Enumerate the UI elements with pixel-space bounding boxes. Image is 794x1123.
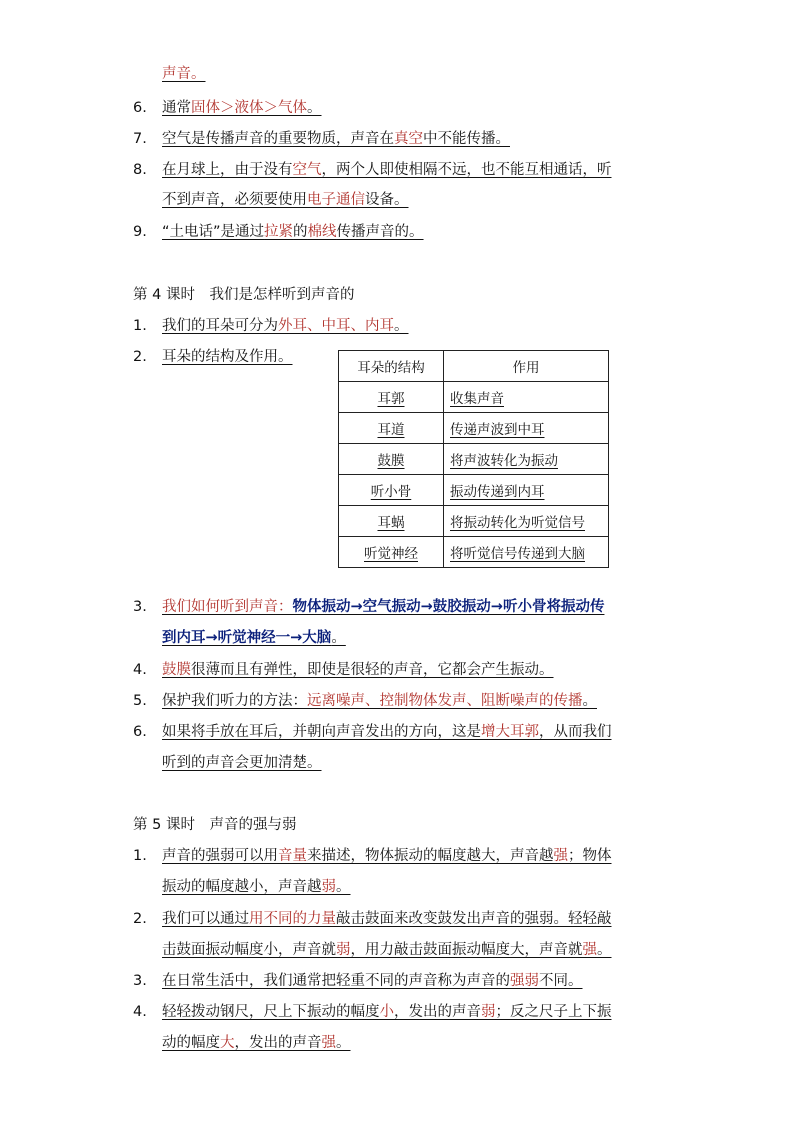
item-text: 我们的耳朵可分为 xyxy=(162,318,278,334)
list-item-continued xyxy=(162,940,612,960)
item-text: 。 xyxy=(336,1035,351,1051)
lesson-4-heading: 第 4 课时 我们是怎样听到声音的 xyxy=(133,287,355,303)
list-item xyxy=(162,722,612,742)
item-number: 6. xyxy=(133,724,147,740)
item-text: ，两个人即使相隔不远，也不能互相通话，听 xyxy=(321,162,612,178)
item-text: 。 xyxy=(597,942,612,958)
table-cell xyxy=(339,475,444,506)
item-text: 在日常生活中，我们通常把轻重不同的声音称为声音的 xyxy=(162,973,510,989)
item-text: 听到的声音会更加清楚。 xyxy=(162,755,322,771)
item-text: ，发出的声音 xyxy=(234,1035,322,1051)
answer-text: 外耳、中耳、内耳 xyxy=(278,318,394,334)
item-text: 不到声音，必须要使用 xyxy=(162,192,307,208)
cell-text: 将听觉信号传递到大脑 xyxy=(450,546,585,562)
table-cell xyxy=(339,444,444,475)
table-header-row xyxy=(339,351,609,382)
item-text: 保护我们听力的方法： xyxy=(162,693,307,709)
cell-text: 耳道 xyxy=(377,422,405,438)
item-text: 。 xyxy=(394,318,409,334)
list-item xyxy=(162,129,510,149)
answer-text: 音量 xyxy=(278,848,307,864)
list-item xyxy=(162,1002,612,1022)
item-number: 8. xyxy=(133,162,147,178)
cell-text: 鼓膜 xyxy=(377,453,405,469)
answer-text: 弱 xyxy=(321,879,336,895)
cell-text: 听小骨 xyxy=(370,484,412,500)
item-text: 。 xyxy=(336,879,351,895)
item-text: 不同。 xyxy=(539,973,583,989)
table-row xyxy=(339,444,609,475)
answer-text: 增大耳郭 xyxy=(481,724,539,740)
table-cell xyxy=(444,382,609,413)
item-text: 我们可以通过 xyxy=(162,911,249,927)
list-item xyxy=(162,316,409,336)
item-text: ，从而我们 xyxy=(539,724,612,740)
table-cell xyxy=(444,475,609,506)
lesson-5-heading: 第 5 课时 声音的强与弱 xyxy=(133,817,297,833)
answer-text: 真空 xyxy=(394,131,423,147)
item-text: 耳朵的结构及作用。 xyxy=(162,349,293,365)
answer-text: 大 xyxy=(220,1035,235,1051)
list-item xyxy=(162,222,424,242)
item-text: ；物体 xyxy=(568,848,612,864)
item-text: 传播声音的。 xyxy=(336,224,424,240)
list-item xyxy=(162,971,583,991)
item-text: 来描述，物体振动的幅度越大，声音越 xyxy=(307,848,554,864)
item-number: 9. xyxy=(133,224,147,240)
answer-text: 强 xyxy=(582,942,597,958)
item-number: 7. xyxy=(133,131,147,147)
answer-text: 用不同的力量 xyxy=(249,911,336,927)
table-cell xyxy=(339,413,444,444)
cell-text: 振动传递到内耳 xyxy=(450,484,545,500)
list-item xyxy=(162,846,612,866)
item-text: 我们如何听到声音： xyxy=(162,599,293,615)
table-cell xyxy=(444,506,609,537)
cell-text: 耳郭 xyxy=(377,391,405,407)
answer-text: 物体振动→空气振动→鼓胶振动→听小骨将振动传 xyxy=(292,599,605,615)
table-row xyxy=(339,382,609,413)
item-text: 。 xyxy=(307,100,322,116)
list-item-continued xyxy=(162,190,409,210)
answer-text: 强 xyxy=(553,848,568,864)
item-number: 1. xyxy=(133,848,147,864)
table-row xyxy=(339,475,609,506)
ear-structure-table xyxy=(338,350,609,568)
table-cell xyxy=(339,506,444,537)
table-header: 作用 xyxy=(444,351,609,382)
item-number: 5. xyxy=(133,693,147,709)
item-text: 空气是传播声音的重要物质，声音在 xyxy=(162,131,394,147)
item-text: 动的幅度 xyxy=(162,1035,220,1051)
item-number: 4. xyxy=(133,662,147,678)
item-text: 击鼓面振动幅度小，声音就 xyxy=(162,942,336,958)
item-number: 2. xyxy=(133,349,147,365)
table-cell xyxy=(444,413,609,444)
list-item-continued xyxy=(162,628,346,648)
item-text: 振动的幅度越小，声音越 xyxy=(162,879,322,895)
item-text: 。 xyxy=(582,693,597,709)
answer-text: 鼓膜 xyxy=(162,662,191,678)
item-text: ；反之尺子上下振 xyxy=(495,1004,612,1020)
answer-text: 远离噪声、控制物体发声、阻断噪声的传播 xyxy=(307,693,583,709)
item-text: 中不能传播。 xyxy=(423,131,510,147)
item-number: 3. xyxy=(133,973,147,989)
cell-text: 听觉神经 xyxy=(364,546,418,562)
cell-text: 将振动转化为听觉信号 xyxy=(450,515,585,531)
item-text: 如果将手放在耳后，并朝向声音发出的方向，这是 xyxy=(162,724,481,740)
answer-text: 强弱 xyxy=(510,973,539,989)
cell-text: 传递声波到中耳 xyxy=(450,422,545,438)
item-text: “土电话”是通过 xyxy=(162,224,265,240)
answer-text: 空气 xyxy=(292,162,322,178)
item-text: 在月球上，由于没有 xyxy=(162,162,293,178)
cell-text: 耳蜗 xyxy=(377,515,405,531)
list-item xyxy=(162,660,554,680)
item-text: 敲击鼓面来改变鼓发出声音的强弱。轻轻敲 xyxy=(336,911,612,927)
answer-text: 到内耳→听觉神经一→大脑 xyxy=(162,630,332,646)
answer-text: 强 xyxy=(321,1035,336,1051)
item-text: 。 xyxy=(331,630,346,646)
table-cell xyxy=(339,382,444,413)
item-number: 6. xyxy=(133,100,147,116)
table-cell xyxy=(339,537,444,568)
table-cell xyxy=(444,444,609,475)
item-text: 声音的强弱可以用 xyxy=(162,848,278,864)
cell-text: 将声波转化为振动 xyxy=(450,453,558,469)
item-text: 的 xyxy=(293,224,308,240)
cell-text: 收集声音 xyxy=(450,391,504,407)
list-item xyxy=(162,597,604,617)
list-item-continued xyxy=(162,753,322,773)
item-text: ，发出的声音 xyxy=(394,1004,481,1020)
continuation-line xyxy=(162,64,206,84)
table-row xyxy=(339,413,609,444)
answer-text: 拉紧 xyxy=(264,224,294,240)
item-number: 3. xyxy=(133,599,147,615)
item-text: 通常 xyxy=(162,100,191,116)
item-number: 1. xyxy=(133,318,147,334)
list-item xyxy=(162,909,612,929)
list-item xyxy=(162,98,322,118)
list-item-continued xyxy=(162,877,351,897)
item-text: ，用力敲击鼓面振动幅度大，声音就 xyxy=(350,942,583,958)
item-text: 设备。 xyxy=(365,192,409,208)
list-item-continued xyxy=(162,1033,351,1053)
answer-text: 小 xyxy=(379,1004,394,1020)
table-header: 耳朵的结构 xyxy=(339,351,444,382)
answer-text: 弱 xyxy=(336,942,351,958)
list-item xyxy=(162,691,597,711)
table-row xyxy=(339,506,609,537)
item-number: 2. xyxy=(133,911,147,927)
table-row xyxy=(339,537,609,568)
list-item xyxy=(162,347,293,367)
answer-text: 固体＞液体＞气体 xyxy=(191,100,307,116)
item-number: 4. xyxy=(133,1004,147,1020)
continuation-text: 声音。 xyxy=(162,66,206,82)
answer-text: 电子通信 xyxy=(307,192,365,208)
answer-text: 弱 xyxy=(481,1004,496,1020)
list-item xyxy=(162,160,612,180)
item-text: 很薄而且有弹性，即使是很轻的声音，它都会产生振动。 xyxy=(191,662,554,678)
table-cell xyxy=(444,537,609,568)
item-text: 轻轻拨动钢尺，尺上下振动的幅度 xyxy=(162,1004,380,1020)
answer-text: 棉线 xyxy=(307,224,337,240)
